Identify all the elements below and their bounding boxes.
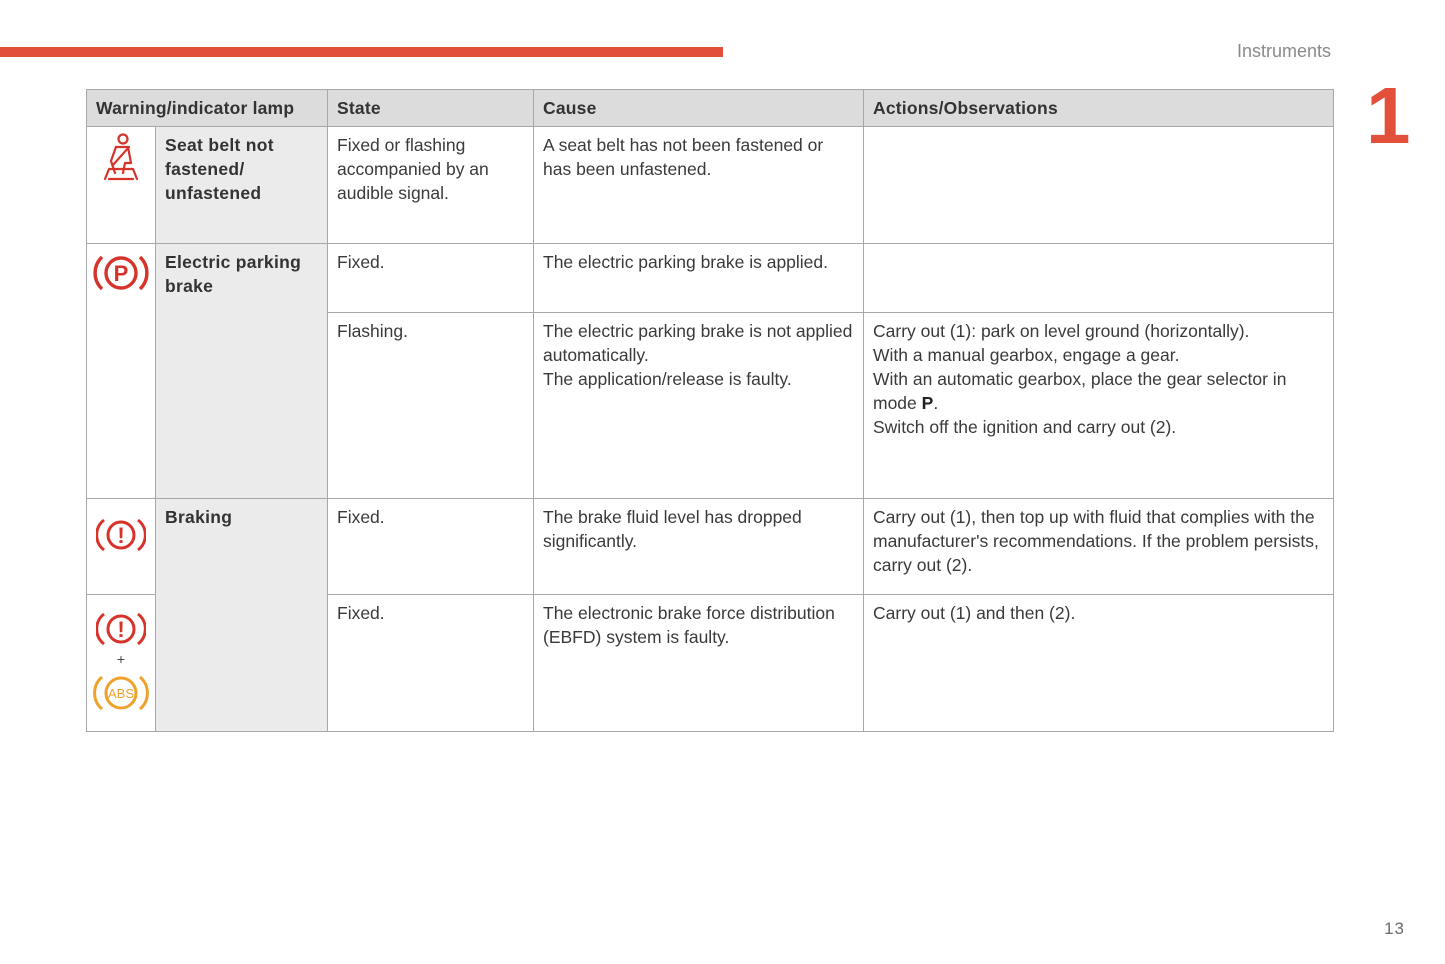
brake-warning-icon [96,609,146,649]
parking-cause-1: The electric parking brake is applied. [534,244,864,313]
braking-state-1: Fixed. [328,499,534,595]
parking-icon-cell [87,244,156,499]
section-title: Instruments [1236,41,1331,61]
parking-brake-letter: P [113,261,129,286]
parking-cause-2 [534,313,864,499]
header-actions: Actions/Observations [864,90,1334,127]
parking-action-line-4: Switch off the ignition and carry out (2). [873,417,1177,437]
braking-icon-cell-1 [87,499,156,595]
header-state: State [328,90,534,127]
brake-warning-mark: ! [117,617,125,642]
warning-lamps-table [86,89,1334,732]
page-number: 13 [1384,919,1405,938]
table-header-row [87,90,1334,127]
parking-action-line-3-end: . [933,393,939,413]
braking-action-1: Carry out (1), then top up with fluid that complies with the manufacturer's recommendations. If the problem persists, carry out (2). [864,499,1334,595]
seatbelt-icon-cell [87,127,156,244]
seatbelt-name: Seat belt not fastened/ unfastened [156,127,328,244]
parking-action-line-1: Carry out (1): park on level ground (horizontally). [873,321,1250,341]
parking-brake-icon [92,250,150,296]
header-cause: Cause [534,90,864,127]
parking-action-2 [864,313,1334,499]
abs-warning-icon [93,671,149,715]
parking-action-line-3-text: With an automatic gearbox, place the gear selector in mode [873,369,1287,413]
abs-label: ABS [107,686,135,701]
parking-state-2: Flashing. [328,313,534,499]
table-row [87,244,1334,313]
braking-cause-2: The electronic brake force distribution (EBFD) system is faulty. [534,595,864,732]
parking-state-1: Fixed. [328,244,534,313]
plus-sign: + [116,651,126,667]
parking-name: Electric parking brake [156,244,328,499]
header-lamp: Warning/indicator lamp [87,90,328,127]
braking-action-2: Carry out (1) and then (2). [864,595,1334,732]
braking-name: Braking [156,499,328,732]
seatbelt-warning-icon [101,133,141,181]
braking-cause-1: The brake fluid level has dropped significantly. [534,499,864,595]
brake-warning-icon [96,515,146,555]
gear-mode-p: P [921,393,934,413]
seatbelt-state: Fixed or flashing accompanied by an audible signal. [328,127,534,244]
parking-action-1 [864,244,1334,313]
chapter-number: 1 [1366,71,1411,160]
braking-state-2: Fixed. [328,595,534,732]
table-row [87,499,1334,595]
seatbelt-action [864,127,1334,244]
parking-cause-2-line-1: The electric parking brake is not applied automatically. [543,321,853,365]
parking-action-line-2: With a manual gearbox, engage a gear. [873,345,1180,365]
braking-icon-cell-2 [87,595,156,732]
parking-cause-2-line-2: The application/release is faulty. [543,369,792,389]
seatbelt-cause: A seat belt has not been fastened or has been unfastened. [534,127,864,244]
parking-action-line-3 [873,367,1324,415]
brake-warning-mark: ! [117,523,125,548]
table-row [87,127,1334,244]
header-accent-bar [0,47,723,57]
